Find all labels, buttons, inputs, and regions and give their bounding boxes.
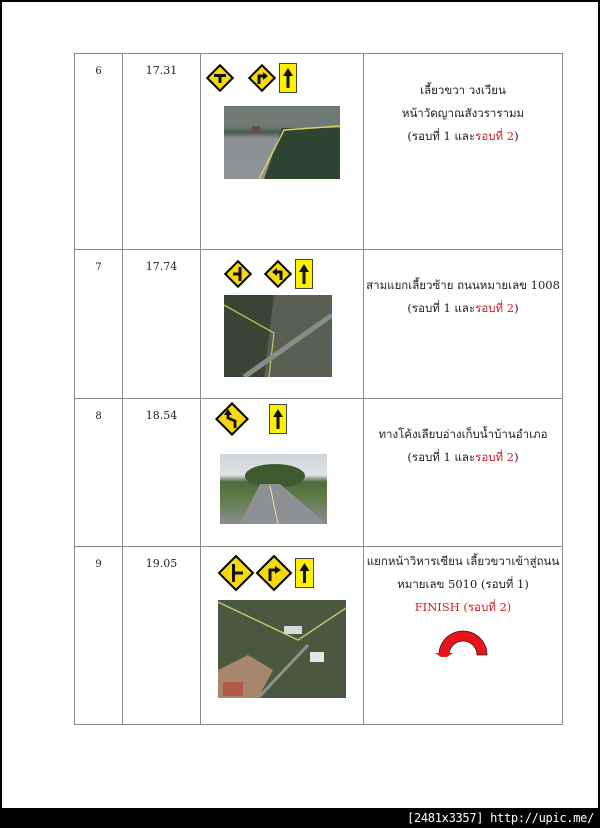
turn-left-sign-icon [265,261,291,287]
aerial-temple-junction-photo [218,600,346,698]
signs-and-photo-cell [201,54,364,250]
straight-ahead-sign-icon [279,63,297,93]
winding-road-sign-icon [217,404,247,434]
signs-and-photo-cell [201,547,364,725]
row-number: 7 [75,250,123,399]
description-line: แยกหน้าวิหารเซียน เลี้ยวขวาเข้าสู่ถนน [366,554,560,568]
row-number: 8 [75,399,123,547]
description-cell [364,399,563,547]
description-cell [364,547,563,725]
table-row [75,547,563,725]
sign-group [225,259,313,289]
finish-label: FINISH (รอบที่ 2) [414,600,512,614]
km-marker: 17.74 [123,250,201,399]
description-line: หน้าวัดญาณสังวรารามม [401,106,525,120]
sign-group [219,556,314,590]
km-marker: 17.31 [123,54,201,250]
table-row [75,250,563,399]
signs-and-photo-cell [201,250,364,399]
description-line: เลี้ยวขวา วงเวียน [420,83,506,97]
straight-ahead-sign-icon [295,558,314,588]
turn-right-sign-icon [257,556,291,590]
description-line: หมายเลข 5010 (รอบที่ 1) [397,577,529,591]
side-road-left-sign-icon [225,261,251,287]
route-table [74,53,563,725]
lap-note: (รอบที่ 1 และรอบที่ 2) [407,301,519,315]
sign-group [207,63,297,93]
row-number: 6 [75,54,123,250]
turn-right-sign-icon [249,65,275,91]
straight-ahead-sign-icon [295,259,313,289]
description-line: ทางโค้งเลียบอ่างเก็บน้ำบ้านอำเภอ [378,427,548,441]
aerial-junction-photo [224,295,332,377]
sign-group [217,404,287,434]
table-row [75,399,563,547]
t-junction-sign-icon [207,65,233,91]
description-line: สามแยกเลี้ยวซ้าย ถนนหมายเลข 1008 [366,278,560,292]
document-page [2,2,598,808]
lap-note: (รอบที่ 1 และรอบที่ 2) [407,129,519,143]
aerial-roundabout-photo [224,106,340,179]
km-marker: 19.05 [123,547,201,725]
side-road-right-sign-icon [219,556,253,590]
km-marker: 18.54 [123,399,201,547]
row-number: 9 [75,547,123,725]
description-cell [364,250,563,399]
watermark: [2481x3357] http://upic.me/ [407,811,594,825]
straight-ahead-sign-icon [269,404,287,434]
street-curve-photo [220,454,327,524]
u-turn-arrow-icon [435,625,491,665]
lap-note: (รอบที่ 1 และรอบที่ 2) [407,450,519,464]
table-row [75,54,563,250]
description-cell [364,54,563,250]
signs-and-photo-cell [201,399,364,547]
